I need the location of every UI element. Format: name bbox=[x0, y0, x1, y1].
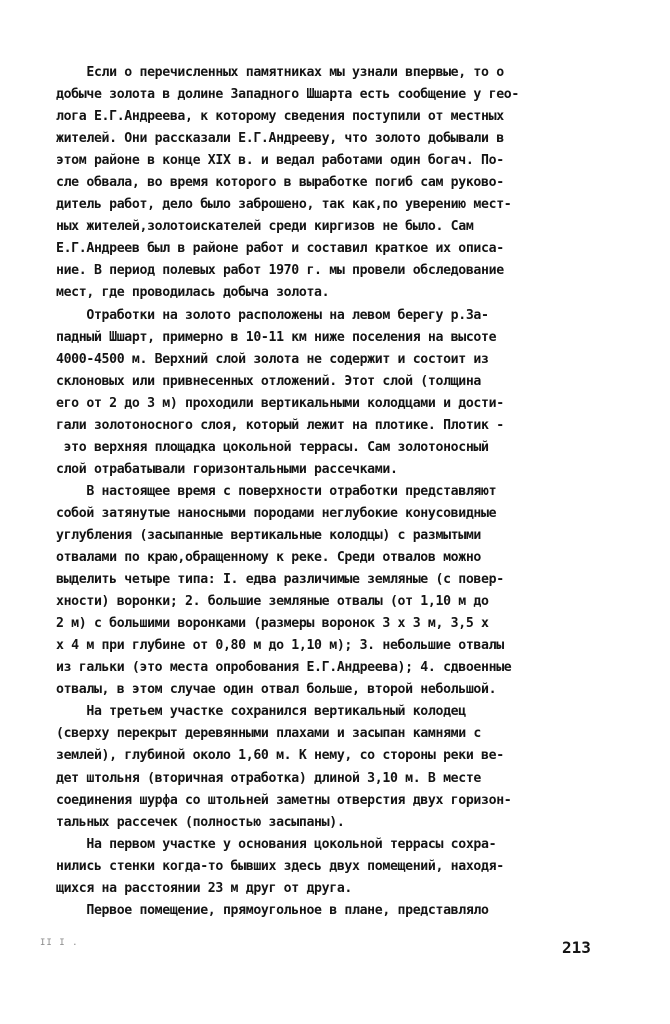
text-line: 4000-4500 м. Верхний слой золота не содержит и состоит из bbox=[56, 351, 489, 367]
text-line: этом районе в конце XIX в. и ведал работами один богач. По- bbox=[56, 153, 504, 169]
text-line: отвалами по краю,обращенному к реке. Среди отвалов можно bbox=[56, 550, 482, 566]
text-line: это верхняя площадка цокольной террасы. Сам золотоносный bbox=[56, 439, 489, 455]
text-line: его от 2 до 3 м) проходили вертикальными колодцами и дости- bbox=[56, 395, 504, 411]
text-line: х 4 м при глубине от 0,80 м до 1,10 м); 3. небольшие отвалы bbox=[56, 638, 504, 654]
text-line: Е.Г.Андреев был в районе работ и составил краткое их описа- bbox=[56, 241, 504, 257]
text-line: добыче золота в долине Западного Шшарта есть сообщение у гео- bbox=[56, 87, 519, 103]
text-line: ние. В период полевых работ 1970 г. мы провели обследование bbox=[56, 263, 504, 279]
text-line: отвалы, в этом случае один отвал больше, второй небольшой. bbox=[56, 682, 497, 698]
text-line: из гальки (это места опробования Е.Г.Андреева); 4. сдвоенные bbox=[56, 660, 512, 676]
text-line: В настоящее время с поверхности отработки представляют bbox=[56, 483, 497, 499]
text-line: сле обвала, во время которого в выработке погиб сам руково- bbox=[56, 175, 504, 191]
text-line: хности) воронки; 2. большие земляные отвалы (от 1,10 м до bbox=[56, 594, 489, 610]
text-line: соединения шурфа со штольней заметны отверстия двух горизон- bbox=[56, 792, 512, 808]
text-line: Первое помещение, прямоугольное в плане, представляло bbox=[56, 902, 489, 918]
text-line: лога Е.Г.Андреева, к которому сведения поступили от местных bbox=[56, 109, 504, 125]
text-line: На первом участке у основания цокольной террасы сохра- bbox=[56, 836, 497, 852]
text-line: углубления (засыпанные вертикальные колодцы) с размытыми bbox=[56, 527, 482, 543]
text-line: нились стенки когда-то бывших здесь двух помещений, находя- bbox=[56, 858, 504, 874]
text-line: тальных рассечек (полностью засыпаны). bbox=[56, 814, 345, 830]
text-line: Отработки на золото расположены на левом берегу р.За- bbox=[56, 307, 489, 323]
text-line: Если о перечисленных памятниках мы узнали впервые, то о bbox=[56, 65, 504, 80]
page-number: 213 bbox=[562, 938, 591, 957]
text-line: ных жителей,золотоискателей среди киргизов не было. Сам bbox=[56, 219, 474, 235]
text-line: 2 м) с большими воронками (размеры воронок 3 х 3 м, 3,5 х bbox=[56, 616, 489, 632]
body-text bbox=[56, 62, 618, 922]
text-line: (сверху перекрыт деревянными плахами и засыпан камнями с bbox=[56, 726, 482, 742]
text-line: собой затянутые наносными породами неглубокие конусовидные bbox=[56, 505, 497, 521]
text-line: дитель работ, дело было заброшено, так как,по уверению мест- bbox=[56, 197, 512, 213]
margin-mark: II I . bbox=[40, 938, 79, 948]
text-line: выделить четыре типа: I. едва различимые земляные (с повер- bbox=[56, 572, 504, 588]
text-line: гали золотоносного слоя, который лежит на плотике. Плотик - bbox=[56, 417, 504, 433]
text-line: склоновых или привнесенных отложений. Этот слой (толщина bbox=[56, 373, 482, 389]
text-line: мест, где проводилась добыча золота. bbox=[56, 285, 330, 301]
text-line: щихся на расстоянии 23 м друг от друга. bbox=[56, 880, 352, 896]
text-line: жителей. Они рассказали Е.Г.Андрееву, что золото добывали в bbox=[56, 131, 504, 147]
text-line: падный Шшарт, примерно в 10-11 км ниже поселения на высоте bbox=[56, 329, 497, 345]
text-line: землей), глубиной около 1,60 м. К нему, со стороны реки ве- bbox=[56, 748, 504, 764]
text-line: слой отрабатывали горизонтальными рассечками. bbox=[56, 461, 398, 477]
text-line: На третьем участке сохранился вертикальный колодец bbox=[56, 704, 466, 720]
text-line: дет штольня (вторичная отработка) длиной 3,10 м. В месте bbox=[56, 770, 482, 786]
